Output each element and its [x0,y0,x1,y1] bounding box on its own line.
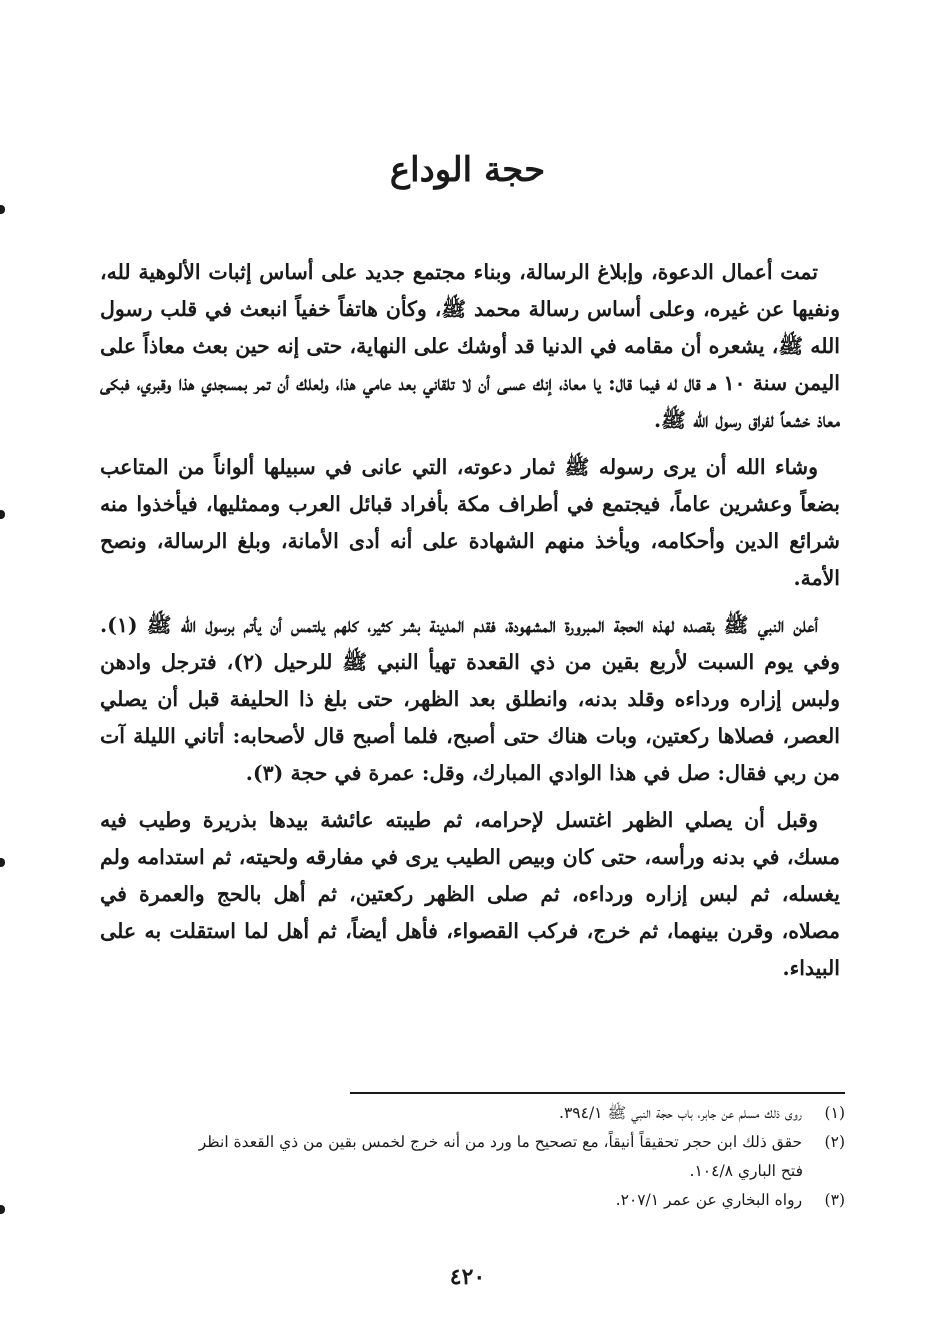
footnote-number: (١) [824,1104,845,1122]
left-edge-mark-1 [0,205,5,214]
footnote-2-continuation: فتح الباري ١٠٤/٨. [689,1162,803,1180]
paragraph-4: وقبل أن يصلي الظهر اغتسل لإحرامه، ثم طيبته عائشة بيدها بذريرة وطيب فيه مسك، في بدنه ورأسه، حتى كان وبيص الطيب يرى في مفارقه ولحيته، ثم استدامه ولم يغسله، ثم لبس إزاره ورداءه، ثم صلى الظهر ركعتين، ثم أهل بالحج والعمرة في مصلاه، وقرن بينهما، ثم خرج، فركب القصواء، فأهل أيضاً، ثم أهل لما استقلت به على البيداء. [100,808,840,980]
footnote-2 [100,1129,845,1156]
left-edge-mark-2 [0,510,5,519]
paragraph-3: أعلن النبي ﷺ بقصده لهذه الحجة المبرورة المشهودة، فقدم المدينة بشر كثير، كلهم يلتمس أن يأتم برسول الله ﷺ (١). وفي يوم السبت لأربع بقين من ذي القعدة تهيأ النبي ﷺ للرحيل (٢)، فترجل وادهن ولبس إزاره ورداءه وقلد بدنه، وانطلق بعد الظهر، حتى بلغ ذا الحليفة قبل أن يصلي العصر، فصلاها ركعتين، وبات هناك حتى أصبح، فلما أصبح قال لأصحابه: أتاني الليلة آت من ربي فقال: صل في هذا الوادي المبارك، وقل: عمرة في حجة (٣). [100,613,840,785]
footnote-text: حقق ذلك ابن حجر تحقيقاً أنيقاً، مع تصحيح ما ورد من أنه خرج لخمس بقين من ذي القعدة انظر [198,1133,803,1151]
footnote-number: (٢) [824,1133,845,1151]
footnote-divider [350,1092,845,1094]
footnote-1 [100,1100,845,1127]
footnote-text: رواه البخاري عن عمر ٢٠٧/١. [615,1191,803,1209]
page-title: حجة الوداع [389,150,546,190]
left-edge-mark-3 [0,858,5,867]
footnote-number: (٣) [824,1191,845,1209]
paragraph-2: وشاء الله أن يرى رسوله ﷺ ثمار دعوته، التي عانى في سبيلها ألواناً من المتاعب بضعاً وعشرين عاماً، فيجتمع في أطراف مكة بأفراد قبائل العرب وممثليها، فيأخذوا منه شرائع الدين وأحكامه، ويأخذ منهم الشهادة على أنه أدى الأمانة، وبلغ الرسالة، ونصح الأمة. [100,455,840,590]
footnote-3 [100,1187,845,1214]
page-number: ٤٢٠ [449,1264,486,1290]
main-text [100,254,840,987]
left-edge-mark-4 [0,1205,5,1214]
paragraph-1: تمت أعمال الدعوة، وإبلاغ الرسالة، وبناء مجتمع جديد على أساس إثبات الألوهية لله، ونفيها عن غيره، وعلى أساس رسالة محمد ﷺ، وكأن هاتفاً خفياً انبعث في قلب رسول الله ﷺ، يشعره أن مقامه في الدنيا قد أوشك على النهاية، حتى إنه حين بعث معاذاً على اليمن سنة ١٠ هـ قال له فيما قال: يا معاذ، إنك عسى أن لا تلقاني بعد عامي هذا، ولعلك أن تمر بمسجدي هذا وقبري، فبكى معاذ خشعاً لفراق رسول الله ﷺ. [100,260,840,432]
footnote-text: روى ذلك مسلم عن جابر، باب حجة النبي ﷺ ٣٩٤/١. [559,1104,803,1122]
footnotes [100,1100,845,1216]
